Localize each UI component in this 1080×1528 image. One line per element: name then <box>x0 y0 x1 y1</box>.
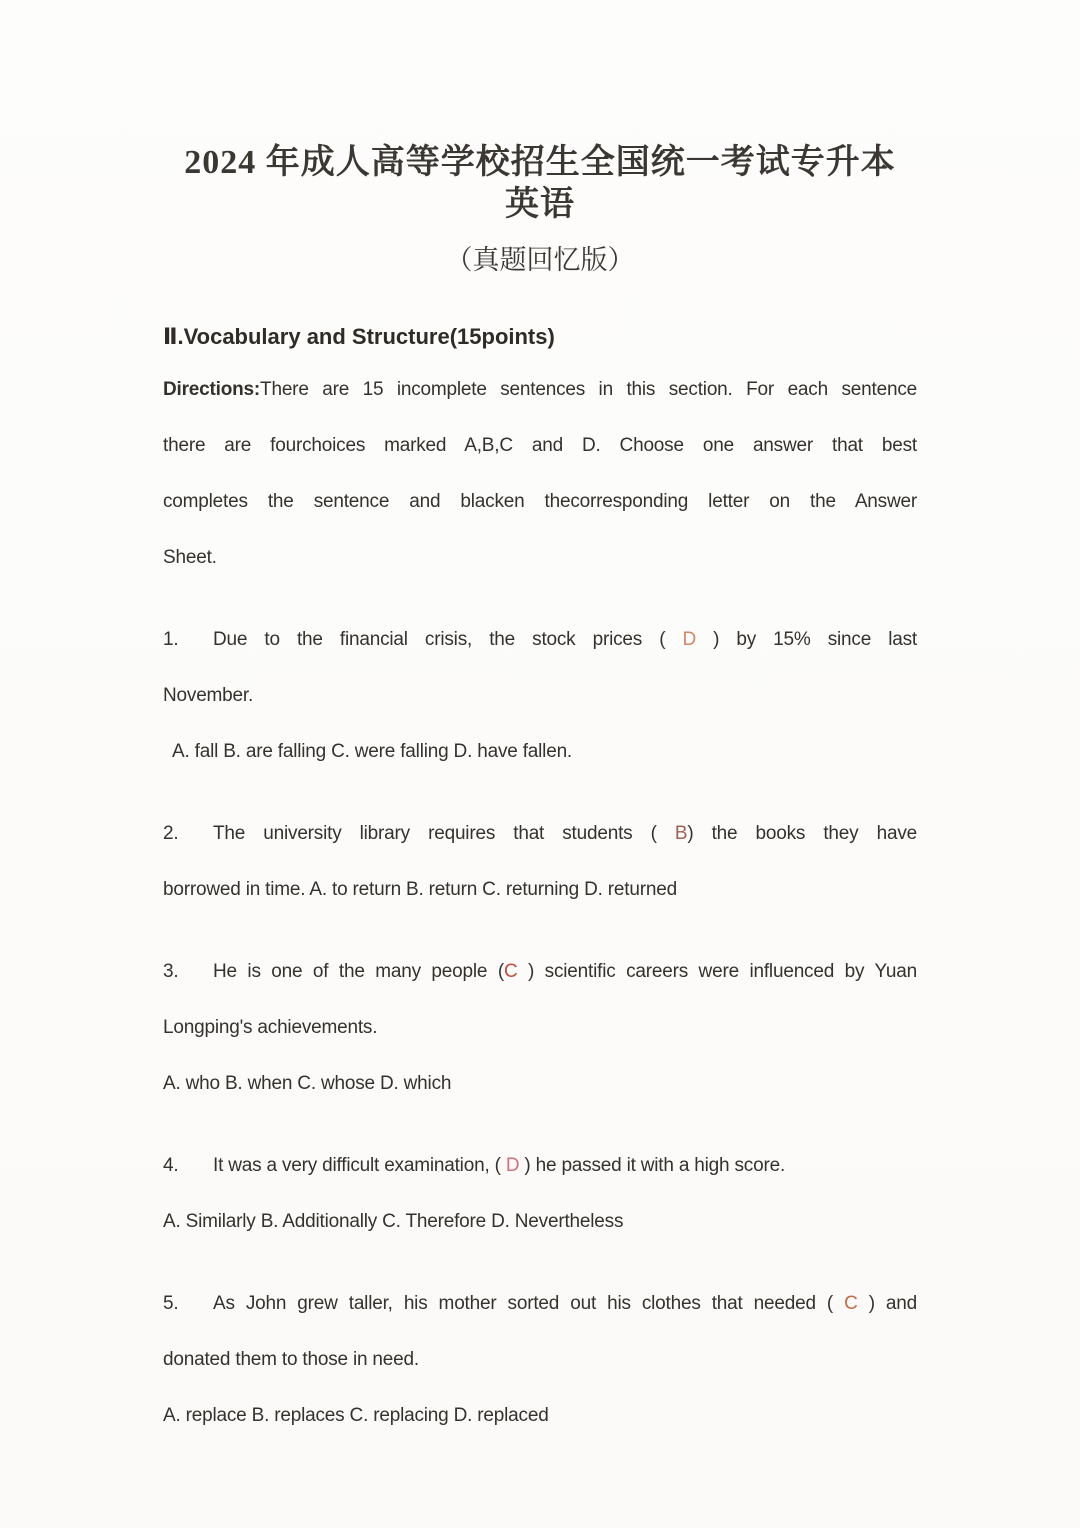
question-4 <box>163 1138 917 1250</box>
document-subtitle: （真题回忆版） <box>445 245 635 275</box>
directions-line-2: there are fourchoices marked A,B,C and D. Choose one answer that best <box>163 435 917 456</box>
question-1-number: 1. <box>163 629 179 650</box>
question-1-stem <box>163 612 917 668</box>
question-3-number: 3. <box>163 961 179 982</box>
question-2-options: borrowed in time. A. to return B. return C. returning D. returned <box>163 879 677 900</box>
question-1-stem-post: ) by 15% since last <box>696 629 917 650</box>
question-5-answer-letter: C <box>844 1293 858 1314</box>
question-4-stem <box>163 1138 917 1194</box>
question-2-stem <box>163 806 917 862</box>
directions-line-3: completes the sentence and blacken thecorresponding letter on the Answer <box>163 491 917 512</box>
question-1 <box>163 612 917 780</box>
question-2-number: 2. <box>163 823 179 844</box>
question-3-options: A. who B. when C. whose D. which <box>163 1073 452 1094</box>
question-4-number: 4. <box>163 1155 179 1176</box>
question-4-answer-letter: D <box>505 1155 520 1176</box>
question-2-stem-pre: The university library requires that students ( <box>213 823 675 844</box>
question-3-stem-continued: Longping's achievements. <box>163 1017 378 1038</box>
question-1-answer-letter: D <box>682 629 697 650</box>
question-2 <box>163 806 917 918</box>
question-5-stem-pre: As John grew taller, his mother sorted out his clothes that needed ( <box>213 1293 845 1314</box>
page-content <box>0 142 1080 1444</box>
directions-paragraph <box>163 362 917 586</box>
question-5-stem-continued: donated them to those in need. <box>163 1349 419 1370</box>
question-3-stem-pre: He is one of the many people ( <box>213 961 504 982</box>
question-4-stem-post: ) he passed it with a high score. <box>519 1155 786 1176</box>
question-5-stem <box>163 1276 917 1332</box>
section-heading: Ⅱ.Vocabulary and Structure(15points) <box>163 324 555 349</box>
question-2-stem-post: ) the books they have <box>687 823 917 844</box>
directions-line-4: Sheet. <box>163 547 217 568</box>
question-5-number: 5. <box>163 1293 179 1314</box>
question-5 <box>163 1276 917 1444</box>
question-3-stem-post: ) scientific careers were influenced by Yuan <box>517 961 917 982</box>
question-1-stem-pre: Due to the financial crisis, the stock prices ( <box>213 629 683 650</box>
question-1-options: A. fall B. are falling C. were falling D. have fallen. <box>172 741 573 762</box>
question-4-options: A. Similarly B. Additionally C. Therefore D. Nevertheless <box>163 1211 624 1232</box>
document-title: 2024 年成人高等学校招生全国统一考试专升本 英语 <box>184 144 896 223</box>
directions-label: Directions: <box>163 379 261 400</box>
question-3 <box>163 944 917 1112</box>
directions-line-1 <box>163 362 917 418</box>
directions-text-1: There are 15 incomplete sentences in this section. For each sentence <box>260 379 917 400</box>
question-4-stem-pre: It was a very difficult examination, ( <box>213 1155 506 1176</box>
question-3-stem <box>163 944 917 1000</box>
question-5-options: A. replace B. replaces C. replacing D. replaced <box>163 1405 549 1426</box>
question-3-answer-letter: C <box>503 961 518 982</box>
question-5-stem-post: ) and <box>857 1293 917 1314</box>
question-2-answer-letter: B <box>674 823 688 844</box>
question-1-stem-continued: November. <box>163 685 254 706</box>
